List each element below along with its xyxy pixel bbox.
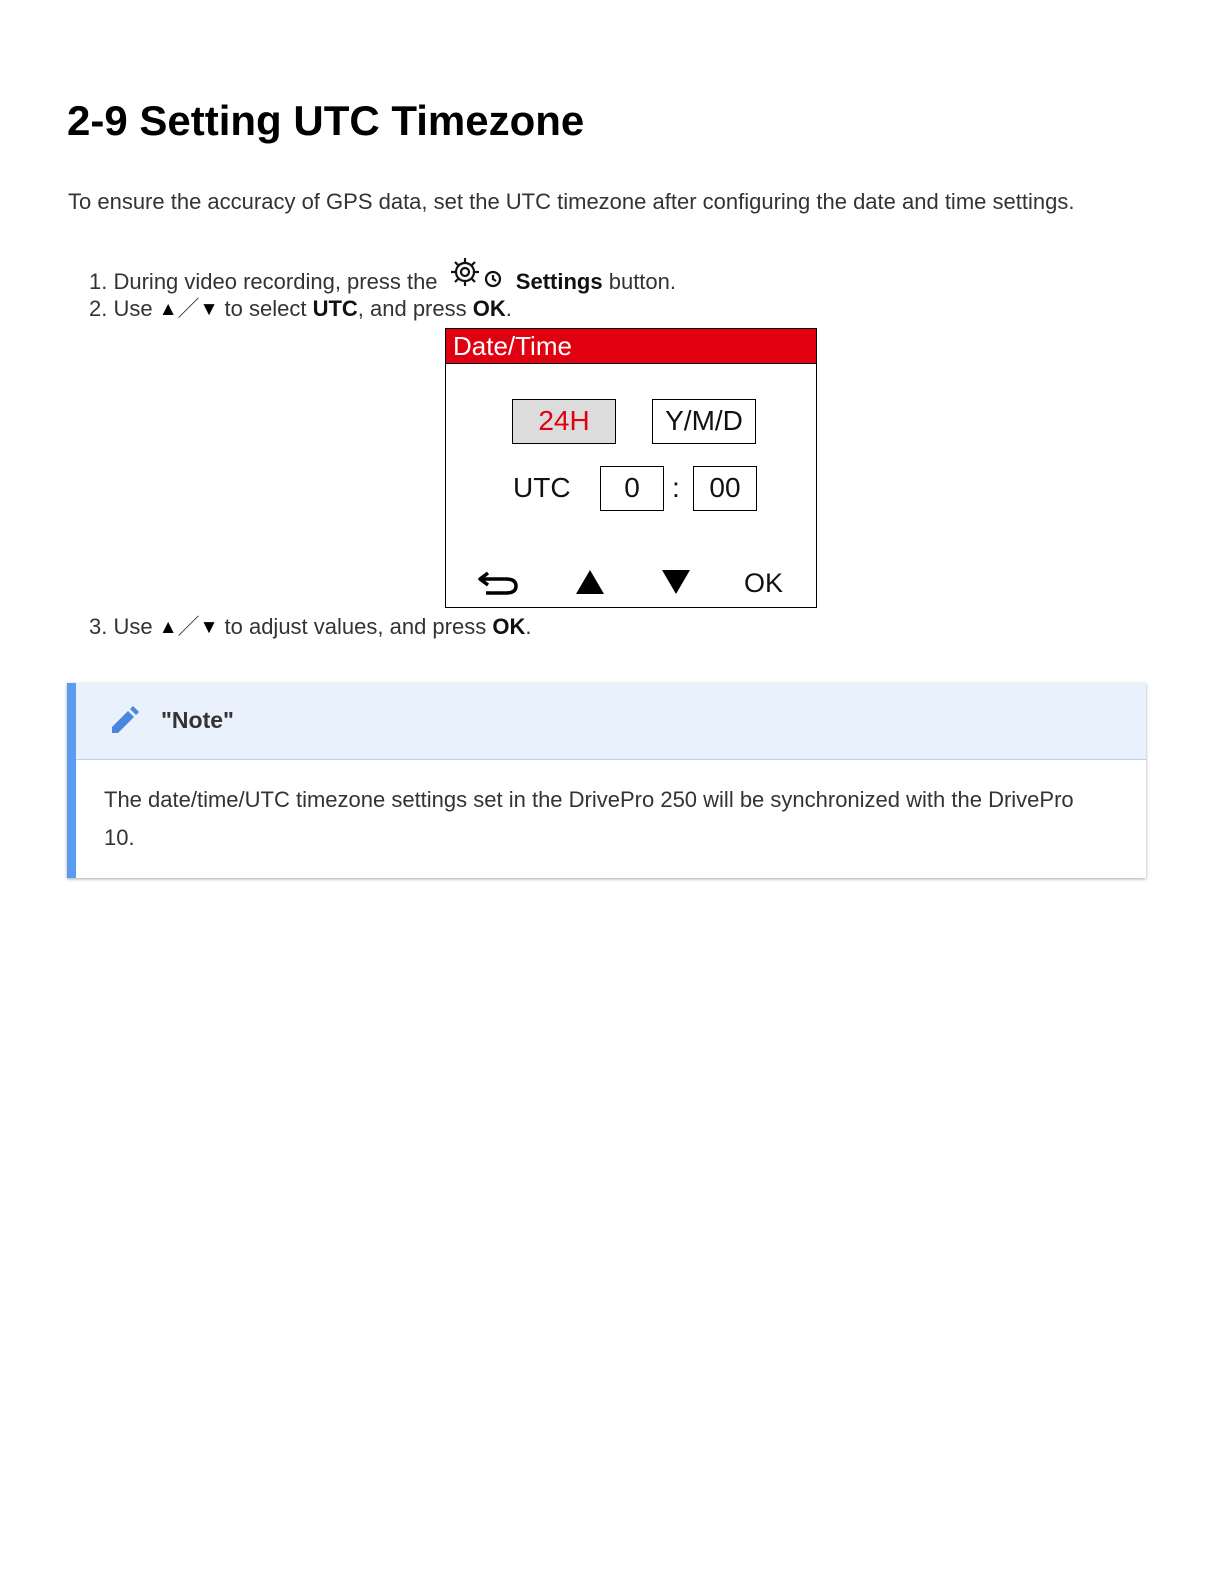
time-format-option[interactable]: 24H xyxy=(512,399,616,444)
ok-label-bold: OK xyxy=(492,614,526,639)
separator: ／ xyxy=(177,296,200,321)
screen-title: Date/Time xyxy=(453,331,572,361)
step-1 xyxy=(89,257,676,298)
page-title: 2-9 Setting UTC Timezone xyxy=(67,97,585,144)
back-icon[interactable] xyxy=(476,567,520,604)
up-button-icon[interactable] xyxy=(574,567,606,602)
utc-label: UTC xyxy=(513,472,571,503)
step-text: During video recording, press the xyxy=(113,269,438,294)
note-body: The date/time/UTC timezone settings set in the DrivePro 250 will be synchronized with the DrivePro 10. xyxy=(104,787,1074,850)
screen-header xyxy=(446,329,816,364)
down-arrow-icon: ▼ xyxy=(199,299,219,320)
step-3 xyxy=(89,613,531,643)
note-box xyxy=(67,683,1146,878)
date-time-screen xyxy=(445,328,817,608)
step-text: Use xyxy=(113,614,153,639)
note-header xyxy=(76,683,1146,760)
note-title: "Note" xyxy=(161,707,234,733)
up-arrow-icon: ▲ xyxy=(158,617,178,638)
step-text: to adjust values, and press xyxy=(224,614,487,639)
step-2 xyxy=(89,295,512,325)
utc-colon: : xyxy=(672,472,680,503)
step-number: 1. xyxy=(89,269,108,294)
intro-paragraph: To ensure the accuracy of GPS data, set the UTC timezone after configuring the date and time settings. xyxy=(68,189,1075,214)
step-text: , and press xyxy=(357,296,467,321)
date-format-option[interactable]: Y/M/D xyxy=(652,399,756,444)
step-text: to select xyxy=(224,296,307,321)
up-arrow-icon: ▲ xyxy=(158,299,178,320)
step-text: button. xyxy=(608,269,676,294)
step-text: . xyxy=(505,296,512,321)
step-number: 2. xyxy=(89,296,108,321)
utc-minute-field[interactable]: 00 xyxy=(693,466,757,511)
down-button-icon[interactable] xyxy=(660,567,692,602)
utc-label-bold: UTC xyxy=(312,296,358,321)
utc-hour-field[interactable]: 0 xyxy=(600,466,664,511)
separator: ／ xyxy=(177,614,200,639)
step-text: . xyxy=(525,614,532,639)
down-arrow-icon: ▼ xyxy=(199,617,219,638)
ok-button[interactable]: OK xyxy=(744,568,784,598)
step-number: 3. xyxy=(89,614,108,639)
pencil-icon xyxy=(108,705,140,742)
ok-label-bold: OK xyxy=(472,296,506,321)
step-text: Use xyxy=(113,296,153,321)
settings-button-label: Settings xyxy=(515,269,603,294)
settings-icon xyxy=(448,257,506,298)
